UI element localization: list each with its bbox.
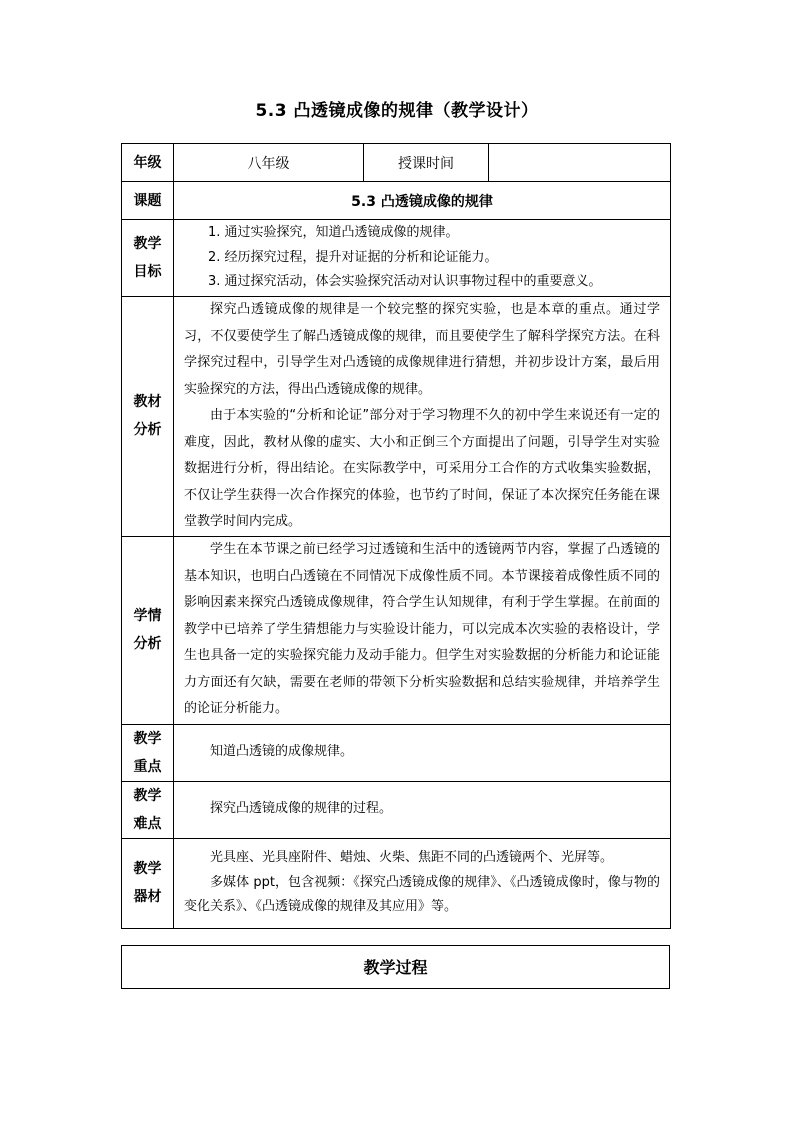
difficulty-text: 探究凸透镜成像的规律的过程。 xyxy=(210,801,393,817)
material-analysis-content xyxy=(174,297,671,537)
class-time-label: 授课时间 xyxy=(364,144,489,182)
class-time-value xyxy=(489,144,671,182)
key-point-content xyxy=(174,724,671,781)
document-title: 5.3 凸透镜成像的规律（教学设计） xyxy=(255,101,539,121)
grade-row xyxy=(122,144,671,182)
equipment-paragraph: 光具座、光具座附件、蜡烛、火柴、焦距不同的凸透镜两个、光屏等。 xyxy=(210,850,614,866)
topic-value: 5.3 凸透镜成像的规律 xyxy=(174,182,671,220)
student-analysis-label: 学情 分析 xyxy=(122,536,174,724)
topic-row xyxy=(122,182,671,220)
grade-value: 八年级 xyxy=(174,144,364,182)
equipment-paragraph: 多媒体 ppt，包含视频：《探究凸透镜成像的规律》、《凸透镜成像时，像与物的变化关系》、《凸透镜成像的规律及其应用》等。 xyxy=(184,874,660,915)
equipment-row xyxy=(122,838,671,928)
topic-label: 课题 xyxy=(122,182,174,220)
grade-label: 年级 xyxy=(122,144,174,182)
objective-item: 1. 通过实验探究，知道凸透镜成像的规律。 xyxy=(208,225,459,241)
material-analysis-paragraph: 探究凸透镜成像的规律是一个较完整的探究实验，也是本章的重点。通过学习，不仅要使学生了解凸透镜成像的规律，而且要使学生了解科学探究方法。在科学探究过程中，引导学生对凸透镜的成像规律进行猜想，并初步设计方案，最后用实验探究的方法，得出凸透镜成像的规律。 xyxy=(184,302,660,397)
material-analysis-label: 教材 分析 xyxy=(122,297,174,537)
key-point-row xyxy=(122,724,671,781)
student-analysis-paragraph: 学生在本节课之前已经学习过透镜和生活中的透镜两节内容，掌握了凸透镜的基本知识，也明白凸透镜在不同情况下成像性质不同。本节课接着成像性质不同的影响因素来探究凸透镜成像规律，符合学生认知规律，有利于学生掌握。在前面的教学中已培养了学生猜想能力与实验设计能力，可以完成本次实验的表格设计，学生也具备一定的实验探究能力及动手能力。但学生对实验数据的分析能力和论证能力方面还有欠缺，需要在老师的带领下分析实验数据和总结实验规律，并培养学生的论证分析能力。 xyxy=(184,542,660,717)
equipment-content xyxy=(174,838,671,928)
objective-item: 2. 经历探究过程，提升对证据的分析和论证能力。 xyxy=(208,249,498,265)
objectives-content xyxy=(174,220,671,297)
difficulty-content xyxy=(174,781,671,838)
equipment-label: 教学 器材 xyxy=(122,838,174,928)
student-analysis-row xyxy=(122,536,671,724)
key-point-text: 知道凸透镜的成像规律。 xyxy=(210,744,354,760)
objectives-row xyxy=(122,220,671,297)
difficulty-row xyxy=(122,781,671,838)
material-analysis-paragraph: 由于本实验的“分析和论证”部分对于学习物理不久的初中学生来说还有一定的难度，因此，教材从像的虚实、大小和正倒三个方面提出了问题，引导学生对实验数据进行分析，得出结论。在实际教学中，可采用分工合作的方式收集实验数据，不仅让学生获得一次合作探究的体验，也节约了时间，保证了本次探究任务能在课堂教学时间内完成。 xyxy=(184,408,660,529)
teaching-process-heading: 教学过程 xyxy=(363,958,428,977)
key-point-label: 教学 重点 xyxy=(122,724,174,781)
objectives-label: 教学 目标 xyxy=(122,220,174,297)
objective-item: 3. 通过探究活动，体会实验探究活动对认识事物过程中的重要意义。 xyxy=(208,274,602,290)
teaching-process-box xyxy=(121,945,670,989)
difficulty-label: 教学 难点 xyxy=(122,781,174,838)
student-analysis-content xyxy=(174,536,671,724)
lesson-plan-table xyxy=(121,143,671,929)
material-analysis-row xyxy=(122,297,671,537)
